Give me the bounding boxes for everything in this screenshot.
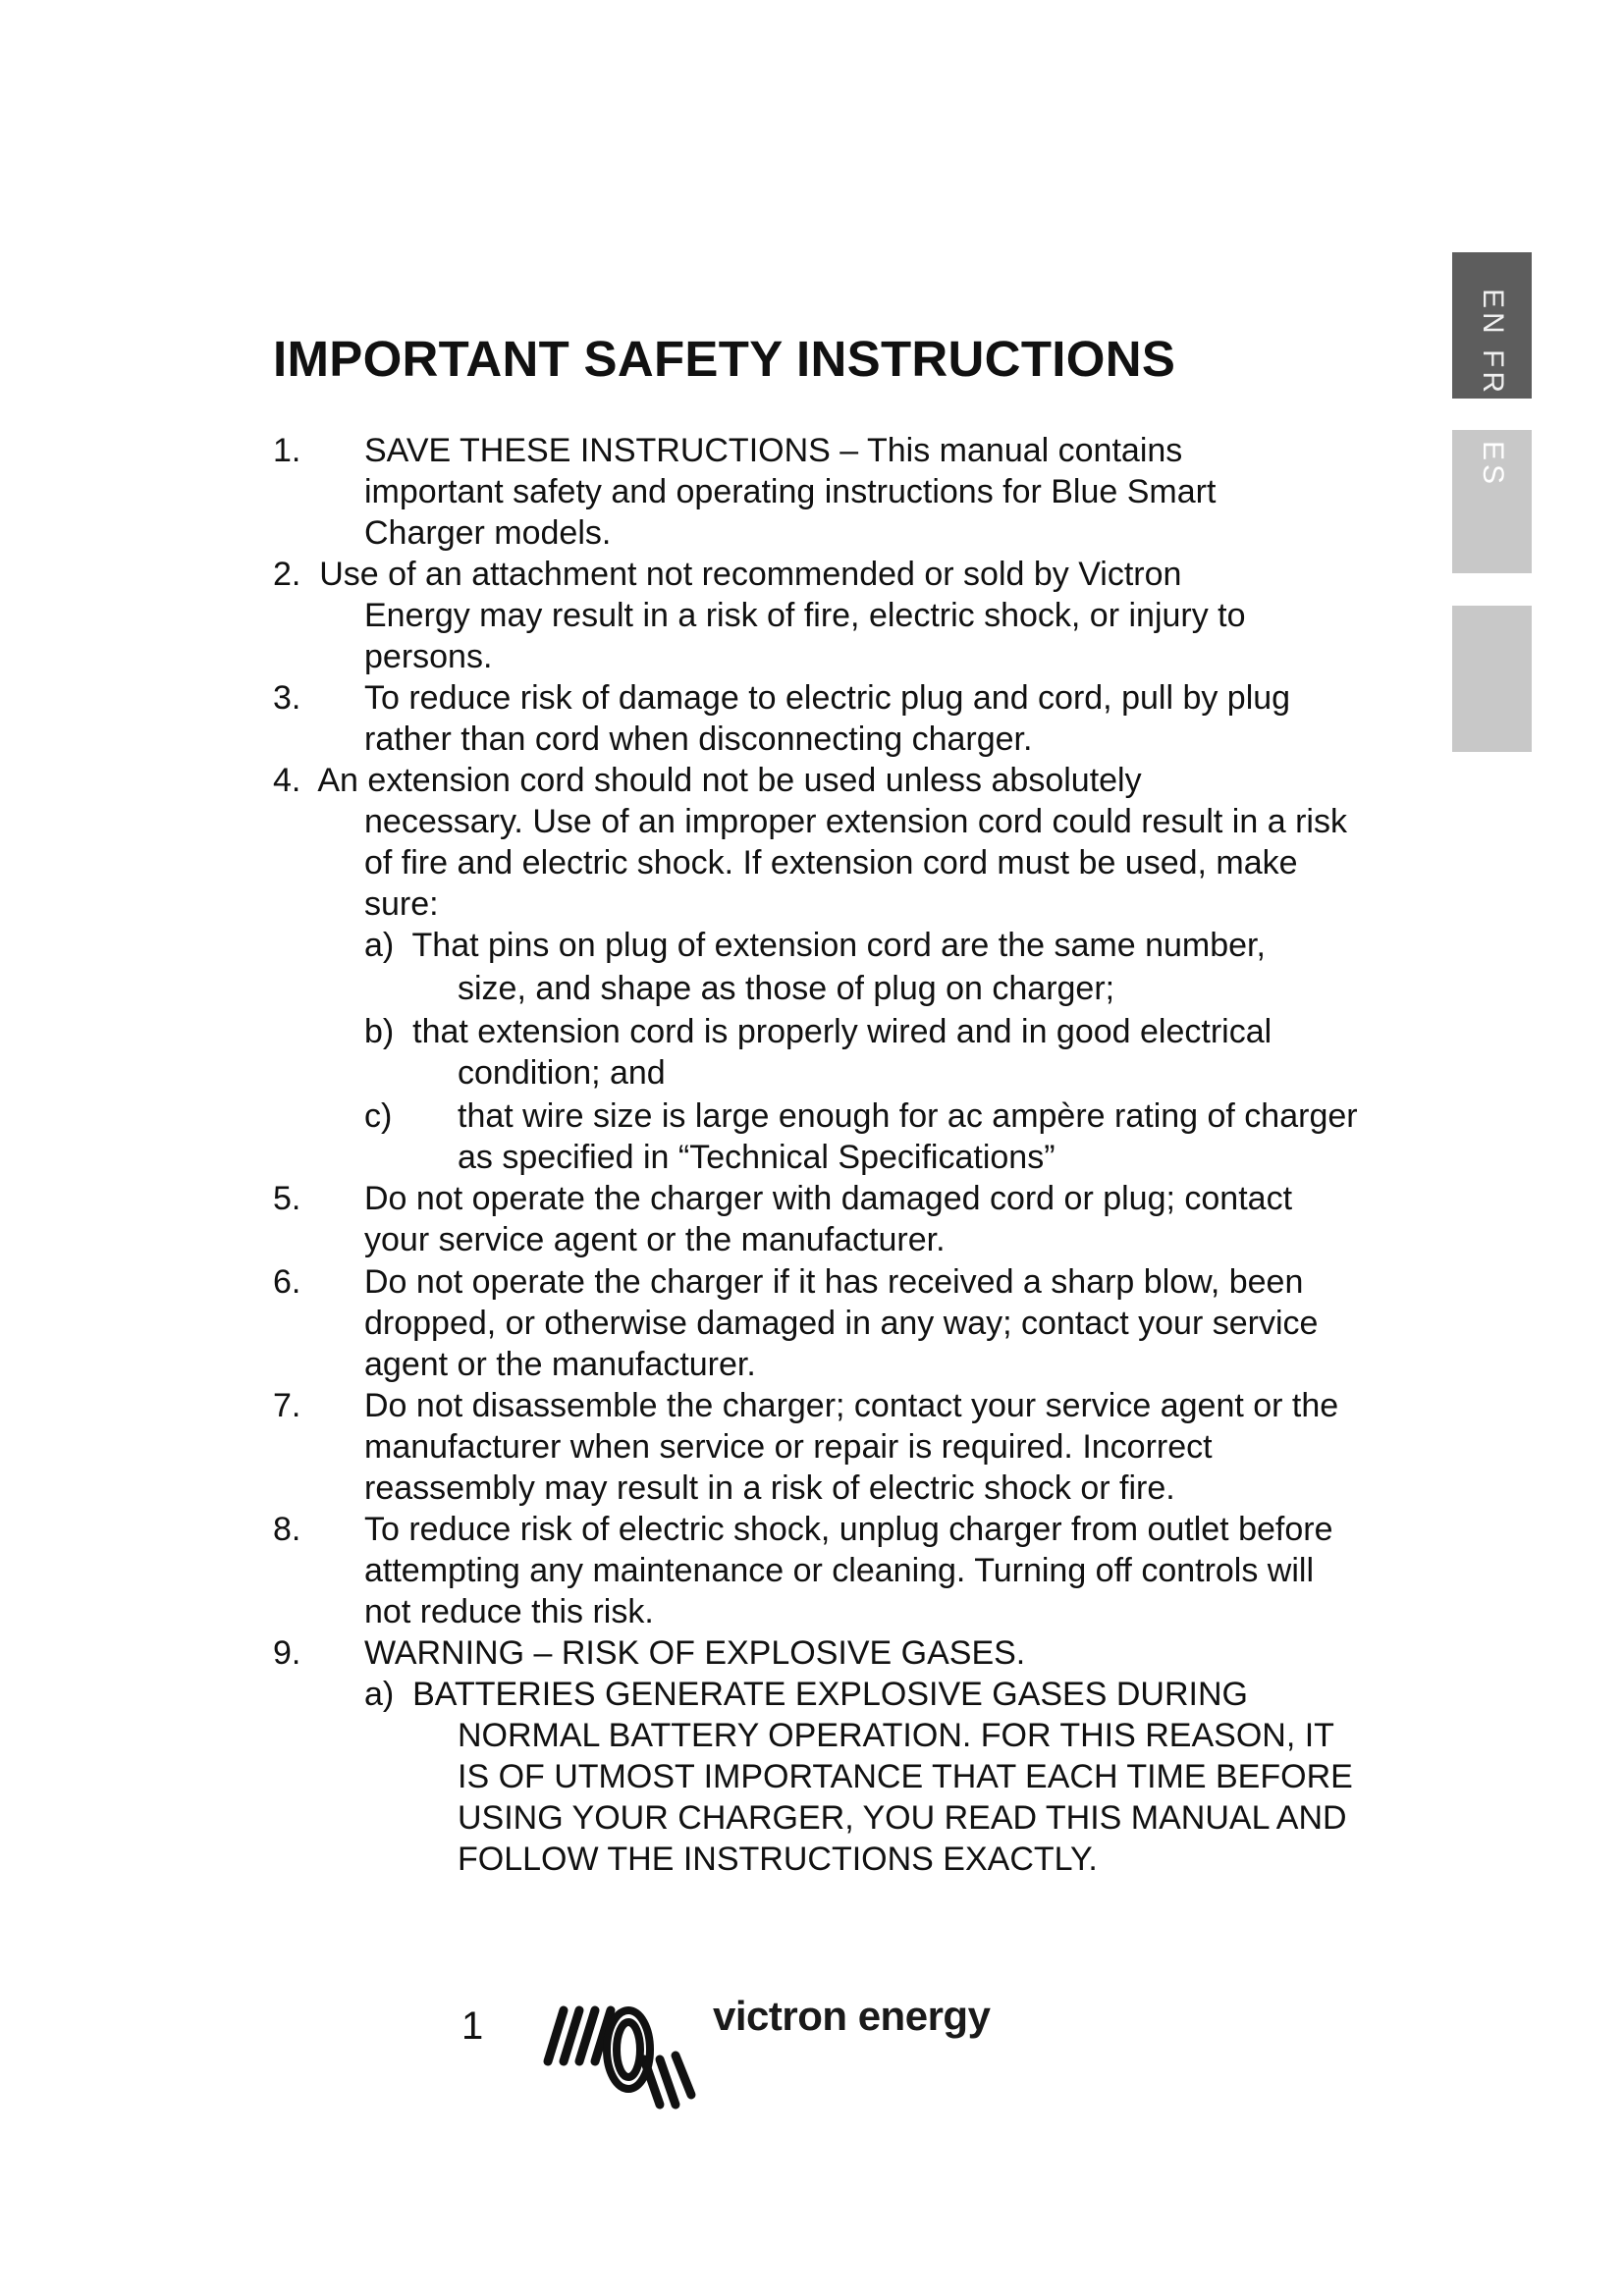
sub-item-line: a) BATTERIES GENERATE EXPLOSIVE GASES DURING bbox=[364, 1676, 1248, 1713]
language-tab-es bbox=[1452, 430, 1532, 573]
list-text-line: Energy may result in a risk of fire, electric shock, or injury to bbox=[364, 597, 1246, 634]
sub-item-line: condition; and bbox=[458, 1054, 666, 1092]
sub-item-line: size, and shape as those of plug on charger; bbox=[458, 970, 1115, 1007]
sub-item-line: USING YOUR CHARGER, YOU READ THIS MANUAL AND bbox=[458, 1799, 1347, 1837]
list-text-line: important safety and operating instructions for Blue Smart bbox=[364, 473, 1217, 510]
victron-coil-logo-icon bbox=[534, 1993, 707, 2110]
list-text-line: SAVE THESE INSTRUCTIONS – This manual contains bbox=[364, 432, 1183, 469]
list-text-line: To reduce risk of damage to electric plug and cord, pull by plug bbox=[364, 679, 1291, 717]
list-text-line: persons. bbox=[364, 638, 493, 675]
list-text-line: WARNING – RISK OF EXPLOSIVE GASES. bbox=[364, 1634, 1026, 1672]
list-text-line: not reduce this risk. bbox=[364, 1593, 654, 1630]
list-text-line: rather than cord when disconnecting charger. bbox=[364, 721, 1033, 758]
language-tab-label: EN FR bbox=[1476, 289, 1509, 398]
page-number: 1 bbox=[461, 2004, 484, 2048]
list-text-line: of fire and electric shock. If extension cord must be used, make bbox=[364, 844, 1298, 881]
item-number: 1. bbox=[273, 432, 301, 469]
sub-item-line: IS OF UTMOST IMPORTANCE THAT EACH TIME BEFORE bbox=[458, 1758, 1353, 1795]
item-number: 6. bbox=[273, 1263, 301, 1301]
list-text-line: 4. An extension cord should not be used unless absolutely bbox=[273, 762, 1142, 799]
sub-item-letter: c) bbox=[364, 1097, 393, 1135]
item-number: 7. bbox=[273, 1387, 301, 1424]
item-number: 8. bbox=[273, 1511, 301, 1548]
list-text-line: Do not operate the charger with damaged cord or plug; contact bbox=[364, 1180, 1293, 1217]
list-text-line: Charger models. bbox=[364, 514, 612, 552]
list-text-line: Do not operate the charger if it has received a sharp blow, been bbox=[364, 1263, 1304, 1301]
sub-item-line: as specified in “Technical Specifications” bbox=[458, 1139, 1056, 1176]
victron-logo-text: victron energy bbox=[713, 1993, 991, 2039]
item-number: 9. bbox=[273, 1634, 301, 1672]
language-tab-en-fr bbox=[1452, 252, 1532, 399]
language-tab-blank bbox=[1452, 606, 1532, 752]
sub-item-line: NORMAL BATTERY OPERATION. FOR THIS REASON, IT bbox=[458, 1717, 1334, 1754]
list-text-line: 2. Use of an attachment not recommended or sold by Victron bbox=[273, 556, 1182, 593]
sub-item-line: that wire size is large enough for ac ampère rating of charger bbox=[458, 1097, 1358, 1135]
page-title: IMPORTANT SAFETY INSTRUCTIONS bbox=[273, 331, 1176, 387]
list-text-line: necessary. Use of an improper extension cord could result in a risk bbox=[364, 803, 1347, 840]
sub-item-line: a) That pins on plug of extension cord are the same number, bbox=[364, 927, 1266, 964]
sub-item-line: b) that extension cord is properly wired and in good electrical bbox=[364, 1013, 1272, 1050]
item-number: 3. bbox=[273, 679, 301, 717]
list-text-line: Do not disassemble the charger; contact your service agent or the bbox=[364, 1387, 1339, 1424]
language-tab-label: ES bbox=[1476, 441, 1509, 489]
list-text-line: reassembly may result in a risk of electric shock or fire. bbox=[364, 1469, 1175, 1507]
sub-item-line: FOLLOW THE INSTRUCTIONS EXACTLY. bbox=[458, 1841, 1098, 1878]
list-text-line: agent or the manufacturer. bbox=[364, 1346, 756, 1383]
list-text-line: manufacturer when service or repair is required. Incorrect bbox=[364, 1428, 1213, 1466]
item-number: 5. bbox=[273, 1180, 301, 1217]
list-text-line: sure: bbox=[364, 885, 439, 923]
list-text-line: your service agent or the manufacturer. bbox=[364, 1221, 946, 1258]
list-text-line: To reduce risk of electric shock, unplug charger from outlet before bbox=[364, 1511, 1333, 1548]
list-text-line: attempting any maintenance or cleaning. Turning off controls will bbox=[364, 1552, 1315, 1589]
list-text-line: dropped, or otherwise damaged in any way; contact your service bbox=[364, 1305, 1319, 1342]
